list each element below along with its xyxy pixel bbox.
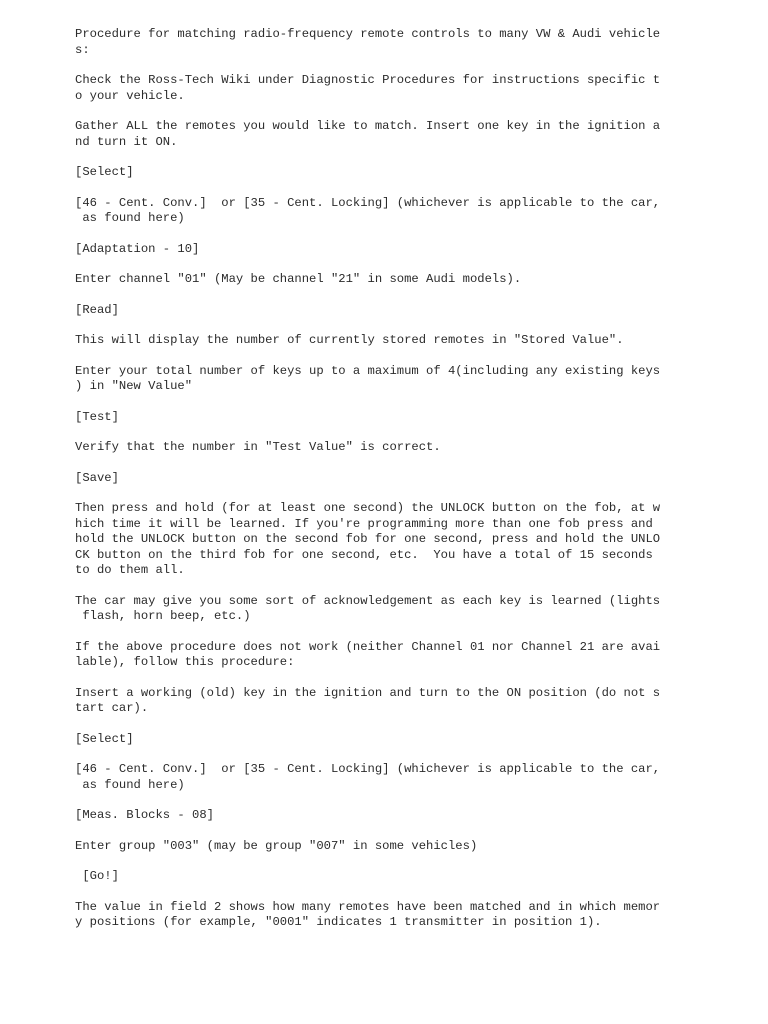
fallback-step-module-choice: [46 - Cent. Conv.] or [35 - Cent. Locking] (whichever is applicable to the car, as found here): [75, 762, 661, 792]
new-value-paragraph: Enter your total number of keys up to a maximum of 4(including any existing keys ) in "New Value": [75, 363, 661, 393]
verify-test-value-paragraph: Verify that the number in "Test Value" is correct.: [75, 440, 441, 454]
wiki-note-paragraph: Check the Ross-Tech Wiki under Diagnostic Procedures for instructions specific t o your vehicle.: [75, 73, 661, 103]
step-test: [Test]: [75, 409, 119, 424]
document-page: [75, 27, 715, 946]
step-meas-blocks: [Meas. Blocks - 08]: [75, 808, 214, 822]
fallback-step-select: [Select]: [75, 731, 134, 746]
gather-remotes-paragraph: Gather ALL the remotes you would like to match. Insert one key in the ignition a nd turn it ON.: [75, 119, 661, 149]
step-save: [Save]: [75, 470, 119, 485]
stored-value-paragraph: This will display the number of currently stored remotes in "Stored Value".: [75, 333, 624, 347]
step-go: [Go!]: [75, 869, 119, 883]
step-enter-channel: Enter channel "01" (May be channel "21" in some Audi models).: [75, 272, 522, 286]
enter-group-paragraph: Enter group "003" (may be group "007" in some vehicles): [75, 838, 478, 853]
unlock-button-paragraph: Then press and hold (for at least one second) the UNLOCK button on the fob, at w hich time it will be learned. If you're programming more than one fob press and hold the UNLOCK button on the second fob for one second, press and hold the UNLO CK button on the third fob for one second, etc. You have a total of 15 seconds to do them all.: [75, 501, 661, 577]
step-adaptation: [Adaptation - 10]: [75, 241, 200, 256]
step-module-choice: [46 - Cent. Conv.] or [35 - Cent. Locking] (whichever is applicable to the car, as found here): [75, 195, 661, 225]
fallback-intro-paragraph: If the above procedure does not work (neither Channel 01 nor Channel 21 are avai lable), follow this procedure:: [75, 639, 661, 669]
step-read: [Read]: [75, 302, 119, 317]
intro-paragraph: Procedure for matching radio-frequency remote controls to many VW & Audi vehicle s:: [75, 27, 661, 57]
field-2-paragraph: The value in field 2 shows how many remotes have been matched and in which memor y positions (for example, "0001" indicates 1 transmitter in position 1).: [75, 899, 661, 929]
step-select: [Select]: [75, 165, 134, 179]
insert-key-paragraph: Insert a working (old) key in the ignition and turn to the ON position (do not s tart car).: [75, 685, 661, 715]
acknowledgement-paragraph: The car may give you some sort of acknowledgement as each key is learned (lights flash, horn beep, etc.): [75, 593, 661, 623]
